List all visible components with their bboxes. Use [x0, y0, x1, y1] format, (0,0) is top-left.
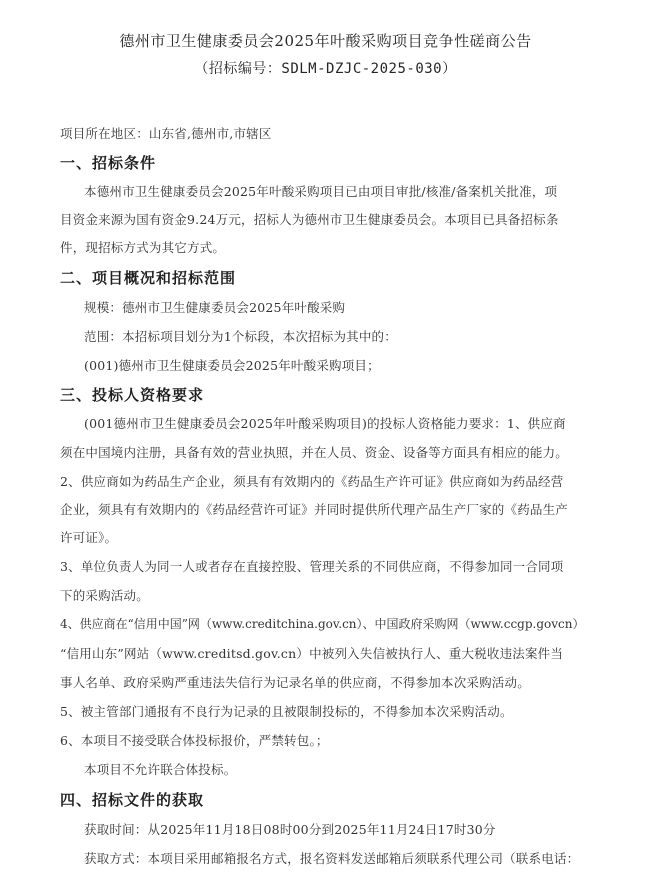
document-title: 德州市卫生健康委员会2025年叶酸采购项目竞争性磋商公告 [119, 32, 532, 50]
paragraph-line: 须在中国境内注册，具备有效的营业执照，并在人员、资金、设备等方面具有相应的能力。 [60, 445, 569, 460]
project-region: 项目所在地区：山东省,德州市,市辖区 [60, 126, 272, 141]
paragraph-line: 目资金来源为国有资金9.24万元，招标人为德州市卫生健康委员会。本项目已具备招标条 [60, 212, 559, 227]
paragraph-line: 事人名单、政府采购严重违法失信行为记录名单的供应商，不得参加本次采购活动。 [60, 675, 530, 690]
paragraph-line: 获取时间：从2025年11月18日08时00分到2025年11月24日17时30分 [84, 822, 496, 837]
paragraph-line: 下的采购活动。 [60, 588, 149, 603]
section-heading-conditions: 一、招标条件 [60, 154, 157, 172]
paragraph-line: 6、本项目不接受联合体投标报价，严禁转包。； [60, 733, 329, 748]
section-heading-overview: 二、项目概况和招标范围 [60, 269, 237, 287]
paragraph-line: 规模：德州市卫生健康委员会2025年叶酸采购 [84, 300, 346, 315]
paragraph-line: (001)德州市卫生健康委员会2025年叶酸采购项目； [84, 358, 380, 373]
paragraph-line: 3、单位负责人为同一人或者存在直接控股、管理关系的不同供应商，不得参加同一合同项 [60, 559, 564, 574]
section-heading-qualifications: 三、投标人资格要求 [60, 386, 205, 404]
section-heading-documents: 四、招标文件的获取 [60, 791, 205, 809]
paragraph-line: (001德州市卫生健康委员会2025年叶酸采购项目)的投标人资格能力要求：1、供应商 [84, 416, 566, 431]
paragraph-line: 4、供应商在“信用中国”网（www.creditchina.gov.cn）、中国政府采购网（www.ccgp.govcn） [60, 617, 585, 631]
paragraph-line: 企业，须具有有效期内的《药品经营许可证》并同时提供所代理产品生产厂家的《药品生产 [60, 502, 569, 517]
paragraph-line: 件，现招标方式为其它方式。 [60, 240, 226, 255]
tender-code: （招标编号：SDLM-DZJC-2025-030） [194, 61, 457, 77]
paragraph-line: “信用山东”网站（www.creditsd.gov.cn）中被列入失信被执行人、重大税收违法案件当 [60, 646, 564, 661]
paragraph-line: 5、被主管部门通报有不良行为记录的且被限制投标的，不得参加本次采购活动。 [60, 704, 513, 719]
paragraph-line: 本德州市卫生健康委员会2025年叶酸采购项目已由项目审批/核准/备案机关批准，项 [84, 184, 558, 199]
paragraph-line: 2、供应商如为药品生产企业，须具有有效期内的《药品生产许可证》供应商如为药品经营 [60, 474, 564, 489]
paragraph-line: 本项目不允许联合体投标。 [84, 762, 237, 777]
paragraph-line: 获取方式：本项目采用邮箱报名方式，报名资料发送邮箱后须联系代理公司（联系电话： [84, 851, 580, 866]
paragraph-line: 范围：本招标项目划分为1个标段，本次招标为其中的： [84, 329, 397, 344]
paragraph-line: 许可证》。 [60, 530, 118, 545]
